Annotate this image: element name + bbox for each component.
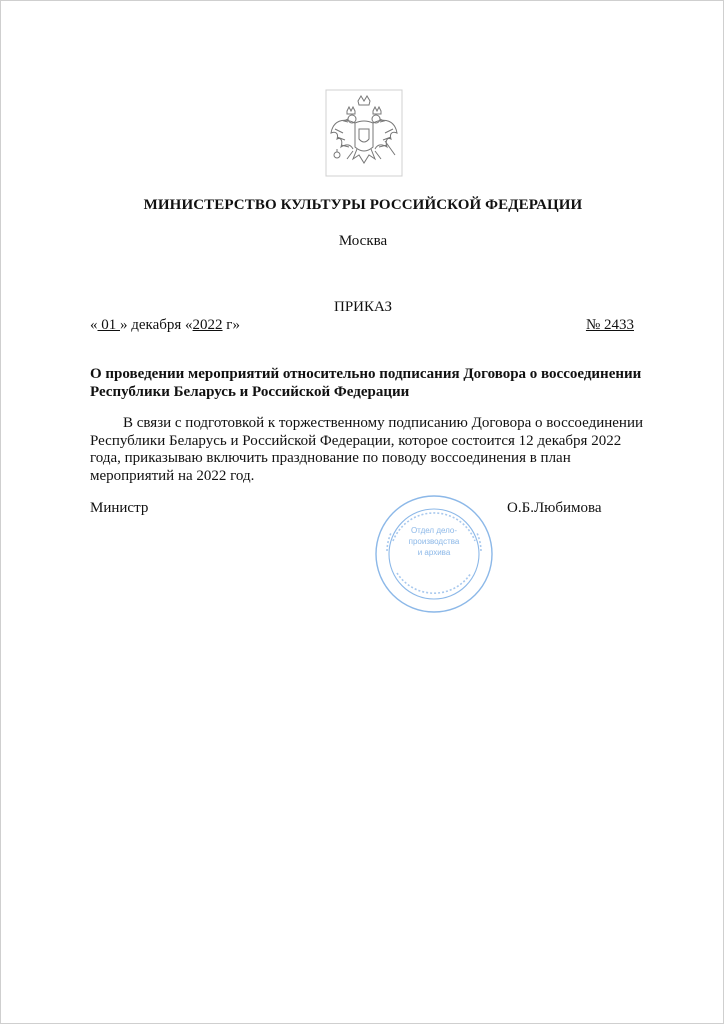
double-headed-eagle-icon xyxy=(325,89,403,177)
order-subject: О проведении мероприятий относительно подписания Договора о воссоединении Республики Беларусь и Российской Федерации xyxy=(90,366,642,400)
date-close: г» xyxy=(222,317,240,333)
stamp-line-3: и архива xyxy=(417,548,451,557)
city: Москва xyxy=(338,233,388,249)
signatory-name: О.Б.Любимова xyxy=(507,500,602,516)
date-open: « xyxy=(90,317,98,333)
signatory-title: Министр xyxy=(90,500,149,516)
order-title: ПРИКАЗ xyxy=(334,299,392,315)
date-year: 2022 xyxy=(192,317,223,333)
date-day: 01 xyxy=(97,317,120,333)
order-number: № 2433 xyxy=(585,317,634,333)
official-stamp xyxy=(373,493,495,615)
ministry-title: МИНИСТЕРСТВО КУЛЬТУРЫ РОССИЙСКОЙ ФЕДЕРАЦИИ xyxy=(143,197,583,213)
stamp-line-1: Отдел дело- xyxy=(410,526,458,535)
date-mid: » декабря « xyxy=(120,317,193,333)
stamp-line-2: производства xyxy=(408,537,460,546)
order-body: В связи с подготовкой к торжественному подписанию Договора о воссоединении Республики Беларусь и Российской Федерации, которое состоится 12 декабря 2022 года, приказываю включить празднование по поводу воссоединения в план мероприятий на 2022 год. xyxy=(90,415,644,484)
order-date xyxy=(90,317,240,334)
